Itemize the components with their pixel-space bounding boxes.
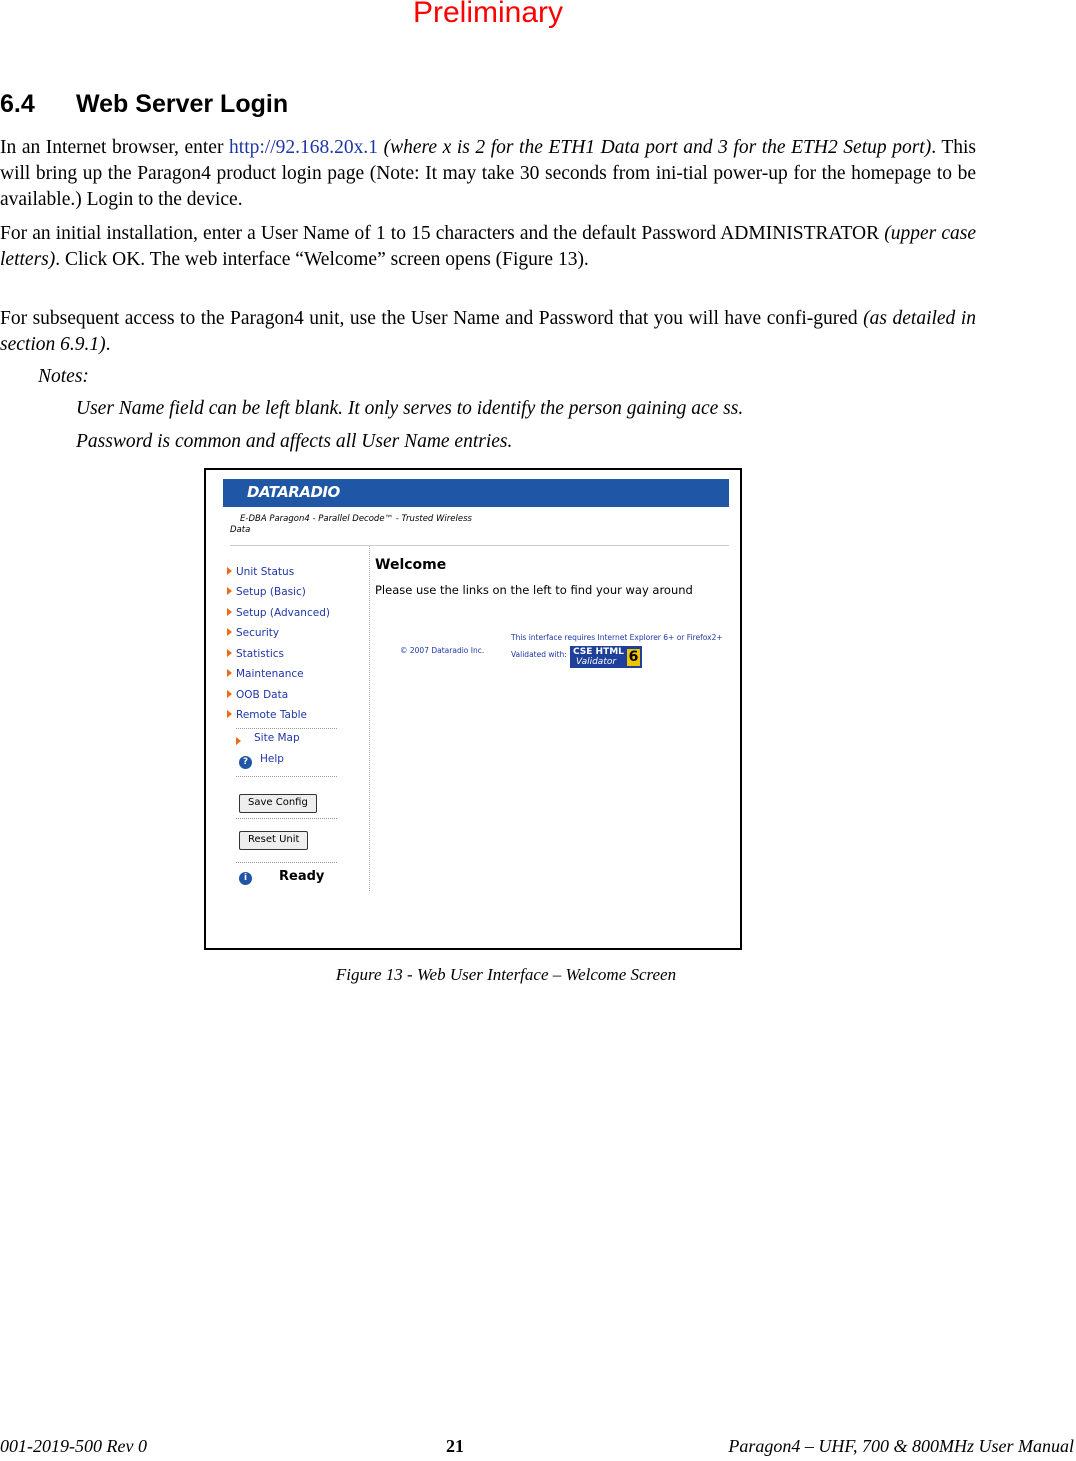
header-divider (230, 545, 729, 546)
server-url-link[interactable]: http://92.168.20x.1 (229, 137, 379, 158)
validator-version: 6 (628, 649, 639, 665)
sidebar-item-setup-advanced[interactable] (236, 607, 330, 619)
sidebar-item-statistics[interactable] (236, 648, 284, 660)
nav-label: Setup (Basic) (236, 586, 306, 598)
welcome-title: Welcome (375, 557, 447, 573)
footer-manual-title: Paragon4 – UHF, 700 & 800MHz User Manual (728, 1436, 1074, 1456)
note-item: Password is common and affects all User Name entries. (76, 431, 513, 452)
reset-unit-button[interactable]: Reset Unit (239, 831, 308, 850)
validator-label: CSE HTML (573, 647, 624, 657)
sidebar-item-site-map[interactable] (241, 732, 300, 744)
nav-label: Setup (Advanced) (236, 607, 330, 619)
sidebar-item-oob-data[interactable] (236, 689, 288, 701)
footer-page-number: 21 (446, 1436, 464, 1456)
sidebar-separator (236, 862, 337, 863)
sidebar-item-maintenance[interactable] (236, 668, 304, 680)
status-text: Ready (279, 869, 325, 884)
nav-label: Maintenance (236, 668, 304, 680)
section-title: Web Server Login (76, 90, 289, 118)
nav-label: Site Map (254, 732, 300, 744)
figure-caption: Figure 13 - Web User Interface – Welcome Screen (335, 965, 677, 984)
sidebar-separator (236, 818, 337, 819)
footer-doc-number: 001-2019-500 Rev 0 (0, 1436, 147, 1456)
html-validator-badge (570, 646, 642, 668)
nav-label: Statistics (236, 648, 284, 660)
paragraph-browser-login (0, 135, 976, 213)
validated-with-text: Validated with: (511, 650, 567, 659)
arrow-icon (227, 690, 232, 698)
welcome-screen-figure (204, 468, 742, 950)
p3-prefix: For subsequent access to the Paragon4 unit, use the User Name and Password that you will have confi-gured (0, 308, 858, 329)
p1-suffix: . This will bring up the Paragon4 product login page (Note: It may take 30 seconds from ini-tial power-up for the homepage to be available.) Login to the device. (0, 137, 976, 210)
validator-label: Validator (576, 657, 617, 667)
sidebar-separator (236, 728, 337, 729)
dataradio-logo: DATARADIO (247, 483, 340, 501)
help-icon: ? (239, 756, 252, 769)
note-item: User Name field can be left blank. It only serves to identify the person gaining ace ss. (76, 398, 744, 419)
arrow-icon (227, 710, 232, 718)
sidebar-separator (236, 776, 337, 777)
paragraph-initial-installation (0, 221, 976, 273)
arrow-icon (227, 587, 232, 595)
p2-prefix: For an initial installation, enter a User Name of 1 to 15 characters and the default Password ADMINISTRATOR (0, 223, 880, 244)
sidebar-divider (369, 546, 371, 891)
p1-prefix: In an Internet browser, enter (0, 137, 230, 158)
info-icon: i (239, 872, 252, 885)
sidebar-item-help[interactable]: Help (260, 753, 284, 765)
p3-italic: (as detailed in section 6.9.1) (0, 308, 976, 355)
preliminary-watermark: Preliminary (412, 0, 564, 29)
p1-italic: (where x is 2 for the ETH1 Data port and 3 for the ETH2 Setup port) (378, 137, 932, 158)
notes-label: Notes: (38, 366, 89, 387)
product-tagline (230, 514, 490, 536)
browser-requirement-text: This interface requires Internet Explorer 6+ or Firefox2+ (511, 633, 723, 642)
section-heading (0, 90, 288, 119)
save-config-button[interactable]: Save Config (239, 794, 317, 813)
sidebar-item-setup-basic[interactable] (236, 586, 306, 598)
arrow-icon (227, 628, 232, 636)
p2-suffix: . Click OK. The web interface “Welcome” screen opens (Figure 13). (55, 249, 589, 270)
tagline-line: E-DBA Paragon4 - Parallel Decode™ - Trusted Wireless (240, 514, 472, 524)
header-banner (223, 479, 729, 507)
nav-label: Unit Status (236, 566, 295, 578)
arrow-icon (227, 608, 232, 616)
sidebar-item-security[interactable] (236, 627, 279, 639)
sidebar-item-unit-status[interactable] (236, 566, 294, 578)
p3-suffix: . (105, 334, 111, 355)
tagline-line: Data (230, 525, 251, 535)
section-number: 6.4 (0, 90, 35, 118)
p2-italic: (upper case letters) (0, 223, 977, 270)
nav-label: Security (236, 627, 280, 639)
copyright-text: © 2007 Dataradio Inc. (400, 646, 485, 655)
paragraph-subsequent-access (0, 306, 976, 358)
nav-label: OOB Data (236, 689, 289, 701)
sidebar-item-remote-table[interactable] (236, 709, 307, 721)
arrow-icon (227, 669, 232, 677)
arrow-icon (236, 737, 241, 745)
arrow-icon (227, 649, 232, 657)
welcome-text: Please use the links on the left to find your way around (375, 583, 693, 597)
arrow-icon (227, 567, 232, 575)
nav-label: Remote Table (236, 709, 308, 721)
